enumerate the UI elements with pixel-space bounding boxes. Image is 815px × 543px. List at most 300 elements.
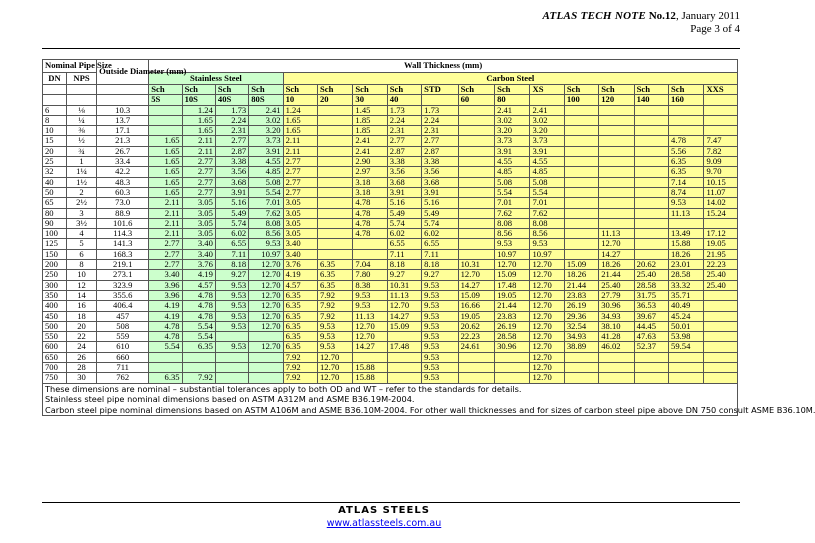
cs-thickness-cell: 2.87 bbox=[387, 146, 421, 156]
ss-thickness-cell: 2.77 bbox=[182, 177, 215, 187]
ss-thickness-cell: 1.24 bbox=[182, 105, 215, 115]
tech-note-line bbox=[542, 10, 740, 23]
cs-thickness-cell: 9.53 bbox=[422, 332, 458, 342]
cs-thickness-cell: 9.53 bbox=[422, 321, 458, 331]
cs-thickness-cell bbox=[704, 321, 738, 331]
cs-col-3-label-0: Sch bbox=[387, 85, 421, 95]
cs-thickness-cell bbox=[704, 290, 738, 300]
cs-thickness-cell: 29.36 bbox=[564, 311, 598, 321]
cs-thickness-cell: 1.85 bbox=[353, 126, 387, 136]
cs-thickness-cell: 5.54 bbox=[530, 187, 564, 197]
cs-thickness-cell bbox=[458, 208, 494, 218]
ss-thickness-cell: 2.77 bbox=[182, 167, 215, 177]
cs-thickness-cell: 1.85 bbox=[353, 115, 387, 125]
cs-thickness-cell bbox=[458, 167, 494, 177]
note-line: Stainless steel pipe nominal dimensions based on ASTM A312M and ASME B36.19M-2004. bbox=[45, 394, 415, 405]
cs-thickness-cell: 3.73 bbox=[530, 136, 564, 146]
cs-thickness-cell: 47.63 bbox=[634, 332, 668, 342]
cs-col-2-label-0: Sch bbox=[353, 85, 387, 95]
nps-cell: 2 bbox=[66, 187, 96, 197]
cs-thickness-cell: 12.70 bbox=[387, 301, 421, 311]
cs-thickness-cell bbox=[458, 198, 494, 208]
cs-thickness-cell: 2.41 bbox=[495, 105, 530, 115]
cs-thickness-cell bbox=[458, 187, 494, 197]
nps-cell: ⅜ bbox=[66, 126, 96, 136]
cs-thickness-cell: 2.41 bbox=[353, 146, 387, 156]
cs-thickness-cell: 34.93 bbox=[564, 332, 598, 342]
cs-thickness-cell bbox=[704, 363, 738, 373]
cs-thickness-cell: 5.49 bbox=[387, 208, 421, 218]
ss-thickness-cell bbox=[149, 363, 182, 373]
cs-thickness-cell: 11.13 bbox=[599, 229, 634, 239]
cs-thickness-cell: 1.73 bbox=[422, 105, 458, 115]
nps-cell: 10 bbox=[66, 270, 96, 280]
od-cell: 660 bbox=[97, 352, 149, 362]
cs-thickness-cell bbox=[704, 126, 738, 136]
dn-cell: 200 bbox=[43, 260, 67, 270]
ss-thickness-cell bbox=[215, 373, 248, 383]
cs-thickness-cell: 24.61 bbox=[458, 342, 494, 352]
ss-thickness-cell: 9.53 bbox=[215, 280, 248, 290]
cs-thickness-cell bbox=[634, 115, 668, 125]
od-cell: 406.4 bbox=[97, 301, 149, 311]
cs-thickness-cell bbox=[458, 249, 494, 259]
cs-col-1-label-1: 20 bbox=[317, 95, 352, 105]
cs-thickness-cell: 52.37 bbox=[634, 342, 668, 352]
footer-rule bbox=[42, 502, 740, 503]
cs-thickness-cell: 4.19 bbox=[283, 270, 317, 280]
nps-spacer bbox=[66, 85, 96, 95]
cs-thickness-cell: 25.40 bbox=[704, 280, 738, 290]
od-cell: 355.6 bbox=[97, 290, 149, 300]
ss-thickness-cell: 1.65 bbox=[182, 115, 215, 125]
nps-cell: 1½ bbox=[66, 177, 96, 187]
nps-cell: 1¼ bbox=[66, 167, 96, 177]
cs-thickness-cell bbox=[564, 115, 598, 125]
cs-thickness-cell bbox=[317, 105, 352, 115]
cs-thickness-cell: 6.35 bbox=[283, 290, 317, 300]
cs-thickness-cell: 3.05 bbox=[283, 208, 317, 218]
cs-thickness-cell: 7.92 bbox=[283, 373, 317, 383]
cs-thickness-cell: 6.55 bbox=[387, 239, 421, 249]
cs-thickness-cell: 6.02 bbox=[387, 229, 421, 239]
header-rule bbox=[42, 48, 740, 49]
cs-thickness-cell: 4.78 bbox=[353, 208, 387, 218]
cs-thickness-cell: 2.24 bbox=[387, 115, 421, 125]
cs-thickness-cell bbox=[599, 218, 634, 228]
cs-thickness-cell: 3.56 bbox=[422, 167, 458, 177]
cs-thickness-cell bbox=[564, 239, 598, 249]
cs-thickness-cell: 3.91 bbox=[495, 146, 530, 156]
ss-thickness-cell: 10.97 bbox=[249, 249, 283, 259]
cs-thickness-cell bbox=[317, 167, 352, 177]
ss-thickness-cell: 12.70 bbox=[249, 290, 283, 300]
ss-thickness-cell: 5.74 bbox=[215, 218, 248, 228]
cs-thickness-cell: 7.92 bbox=[283, 352, 317, 362]
ss-thickness-cell: 4.78 bbox=[149, 321, 182, 331]
cs-thickness-cell: 6.35 bbox=[317, 280, 352, 290]
cs-thickness-cell: 2.77 bbox=[283, 157, 317, 167]
cs-thickness-cell: 5.74 bbox=[387, 218, 421, 228]
ss-thickness-cell: 5.49 bbox=[215, 208, 248, 218]
cs-thickness-cell: 4.85 bbox=[495, 167, 530, 177]
table-row bbox=[43, 332, 738, 342]
ss-thickness-cell bbox=[149, 105, 182, 115]
cs-thickness-cell: 3.02 bbox=[495, 115, 530, 125]
od-cell: 13.7 bbox=[97, 115, 149, 125]
cs-thickness-cell: 8.18 bbox=[387, 260, 421, 270]
cs-col-9-label-0: Sch bbox=[599, 85, 634, 95]
table-row bbox=[43, 208, 738, 218]
table-row bbox=[43, 321, 738, 331]
dn-cell: 500 bbox=[43, 321, 67, 331]
cs-thickness-cell: 9.53 bbox=[422, 311, 458, 321]
cs-thickness-cell: 9.53 bbox=[422, 363, 458, 373]
cs-thickness-cell bbox=[387, 373, 421, 383]
cs-thickness-cell bbox=[458, 146, 494, 156]
dn-cell: 150 bbox=[43, 249, 67, 259]
cs-thickness-cell: 10.31 bbox=[458, 260, 494, 270]
cs-thickness-cell: 5.54 bbox=[495, 187, 530, 197]
table-row bbox=[43, 157, 738, 167]
tech-note-number: No.12 bbox=[648, 10, 676, 22]
cs-thickness-cell bbox=[387, 363, 421, 373]
cs-thickness-cell bbox=[564, 198, 598, 208]
od-cell: 21.3 bbox=[97, 136, 149, 146]
ss-thickness-cell: 12.70 bbox=[249, 301, 283, 311]
cs-thickness-cell: 14.27 bbox=[387, 311, 421, 321]
ss-thickness-cell: 12.70 bbox=[249, 342, 283, 352]
cs-thickness-cell bbox=[599, 208, 634, 218]
nps-cell: 24 bbox=[66, 342, 96, 352]
ss-thickness-cell: 3.40 bbox=[149, 270, 182, 280]
dn-cell: 400 bbox=[43, 301, 67, 311]
cs-thickness-cell: 32.54 bbox=[564, 321, 598, 331]
od-cell: 711 bbox=[97, 363, 149, 373]
cs-col-4-label-0: STD bbox=[422, 85, 458, 95]
cs-thickness-cell: 3.20 bbox=[530, 126, 564, 136]
ss-thickness-cell: 5.54 bbox=[182, 332, 215, 342]
ss-thickness-cell: 9.53 bbox=[215, 301, 248, 311]
cs-thickness-cell bbox=[353, 249, 387, 259]
cs-thickness-cell: 34.93 bbox=[599, 311, 634, 321]
cs-thickness-cell: 9.09 bbox=[704, 157, 738, 167]
cs-thickness-cell: 8.08 bbox=[530, 218, 564, 228]
ss-thickness-cell: 3.40 bbox=[182, 239, 215, 249]
table-row bbox=[43, 218, 738, 228]
od-cell: 17.1 bbox=[97, 126, 149, 136]
cs-thickness-cell: 12.70 bbox=[530, 352, 564, 362]
ss-thickness-cell bbox=[215, 352, 248, 362]
cs-thickness-cell: 6.35 bbox=[283, 342, 317, 352]
pipe-dimensions-table bbox=[42, 59, 815, 416]
cs-thickness-cell: 7.92 bbox=[317, 290, 352, 300]
page-number: Page 3 of 4 bbox=[690, 23, 740, 35]
cs-thickness-cell bbox=[634, 239, 668, 249]
cs-thickness-cell bbox=[634, 373, 668, 383]
nps-cell: 26 bbox=[66, 352, 96, 362]
cs-thickness-cell: 5.74 bbox=[422, 218, 458, 228]
cs-col-1-label-0: Sch bbox=[317, 85, 352, 95]
table-row bbox=[43, 373, 738, 383]
cs-thickness-cell: 3.91 bbox=[530, 146, 564, 156]
cs-thickness-cell bbox=[564, 105, 598, 115]
cs-thickness-cell bbox=[458, 239, 494, 249]
cs-thickness-cell: 45.24 bbox=[669, 311, 704, 321]
cs-thickness-cell: 9.53 bbox=[422, 342, 458, 352]
cs-thickness-cell: 10.15 bbox=[704, 177, 738, 187]
cs-thickness-cell bbox=[634, 177, 668, 187]
outside-diameter-label: Outside Diameter (mm) bbox=[99, 66, 187, 77]
cs-thickness-cell bbox=[353, 352, 387, 362]
ss-thickness-cell: 3.56 bbox=[215, 167, 248, 177]
cs-thickness-cell: 4.55 bbox=[530, 157, 564, 167]
cs-thickness-cell: 7.80 bbox=[353, 270, 387, 280]
ss-thickness-cell bbox=[182, 363, 215, 373]
cs-thickness-cell bbox=[317, 249, 352, 259]
cs-col-6-label-1: 80 bbox=[495, 95, 530, 105]
table-row bbox=[43, 249, 738, 259]
cs-thickness-cell bbox=[669, 363, 704, 373]
cs-thickness-cell bbox=[599, 115, 634, 125]
od-cell: 114.3 bbox=[97, 229, 149, 239]
ss-thickness-cell: 3.05 bbox=[182, 218, 215, 228]
cs-thickness-cell: 22.23 bbox=[704, 260, 738, 270]
cs-thickness-cell bbox=[317, 198, 352, 208]
nps-cell: 22 bbox=[66, 332, 96, 342]
ss-thickness-cell bbox=[215, 363, 248, 373]
ss-thickness-cell: 8.08 bbox=[249, 218, 283, 228]
cs-thickness-cell bbox=[704, 105, 738, 115]
cs-thickness-cell: 1.65 bbox=[283, 115, 317, 125]
ss-thickness-cell: 9.53 bbox=[215, 290, 248, 300]
cs-thickness-cell: 28.58 bbox=[495, 332, 530, 342]
cs-thickness-cell: 5.08 bbox=[495, 177, 530, 187]
od-cell: 168.3 bbox=[97, 249, 149, 259]
ss-thickness-cell: 4.78 bbox=[182, 290, 215, 300]
cs-thickness-cell bbox=[317, 239, 352, 249]
cs-thickness-cell: 2.11 bbox=[283, 136, 317, 146]
cs-thickness-cell: 12.70 bbox=[530, 363, 564, 373]
cs-thickness-cell bbox=[599, 105, 634, 115]
cs-thickness-cell: 6.35 bbox=[317, 260, 352, 270]
cs-thickness-cell bbox=[564, 363, 598, 373]
cs-thickness-cell: 3.38 bbox=[422, 157, 458, 167]
cs-thickness-cell bbox=[458, 177, 494, 187]
ss-col-2-label-1: 40S bbox=[215, 95, 248, 105]
cs-thickness-cell: 12.70 bbox=[530, 342, 564, 352]
cs-col-4-label-1 bbox=[422, 95, 458, 105]
cs-col-12-label-1 bbox=[704, 95, 738, 105]
ss-col-3-label-0: Sch bbox=[249, 85, 283, 95]
nps-header: NPS bbox=[66, 73, 96, 85]
ss-thickness-cell: 3.76 bbox=[182, 260, 215, 270]
ss-thickness-cell: 5.54 bbox=[249, 187, 283, 197]
ss-thickness-cell: 2.77 bbox=[182, 157, 215, 167]
cs-thickness-cell bbox=[317, 157, 352, 167]
cs-thickness-cell: 8.74 bbox=[669, 187, 704, 197]
cs-thickness-cell: 2.77 bbox=[283, 177, 317, 187]
cs-thickness-cell: 2.24 bbox=[422, 115, 458, 125]
cs-thickness-cell: 12.70 bbox=[599, 239, 634, 249]
nps-cell: 18 bbox=[66, 311, 96, 321]
dn-cell: 125 bbox=[43, 239, 67, 249]
ss-thickness-cell: 4.85 bbox=[249, 167, 283, 177]
cs-thickness-cell bbox=[669, 218, 704, 228]
cs-thickness-cell: 2.31 bbox=[422, 126, 458, 136]
dn-cell: 100 bbox=[43, 229, 67, 239]
ss-thickness-cell: 2.24 bbox=[215, 115, 248, 125]
ss-thickness-cell: 1.65 bbox=[149, 157, 182, 167]
cs-thickness-cell: 21.44 bbox=[599, 270, 634, 280]
cs-col-7-label-0: XS bbox=[530, 85, 564, 95]
cs-thickness-cell: 8.08 bbox=[495, 218, 530, 228]
cs-thickness-cell: 18.26 bbox=[599, 260, 634, 270]
dn-cell: 40 bbox=[43, 177, 67, 187]
nps-cell: ½ bbox=[66, 136, 96, 146]
cs-thickness-cell: 28.58 bbox=[634, 280, 668, 290]
ss-thickness-cell: 1.73 bbox=[215, 105, 248, 115]
ss-thickness-cell: 3.38 bbox=[215, 157, 248, 167]
table-row bbox=[43, 198, 738, 208]
nps-cell: 3 bbox=[66, 208, 96, 218]
cs-thickness-cell: 10.31 bbox=[387, 280, 421, 290]
cs-thickness-cell: 12.70 bbox=[530, 301, 564, 311]
footer-url-line bbox=[0, 518, 768, 529]
table-row bbox=[43, 260, 738, 270]
cs-thickness-cell: 27.79 bbox=[599, 290, 634, 300]
cs-col-5-label-0: Sch bbox=[458, 85, 494, 95]
cs-thickness-cell: 9.53 bbox=[495, 239, 530, 249]
ss-thickness-cell: 9.53 bbox=[215, 311, 248, 321]
ss-thickness-cell: 1.65 bbox=[149, 187, 182, 197]
cs-thickness-cell: 2.77 bbox=[283, 167, 317, 177]
cs-thickness-cell bbox=[317, 218, 352, 228]
cs-thickness-cell: 7.62 bbox=[530, 208, 564, 218]
cs-thickness-cell bbox=[458, 218, 494, 228]
cs-thickness-cell: 46.02 bbox=[599, 342, 634, 352]
cs-thickness-cell bbox=[387, 352, 421, 362]
cs-thickness-cell bbox=[458, 136, 494, 146]
ss-thickness-cell: 4.78 bbox=[149, 332, 182, 342]
page-header bbox=[542, 10, 740, 36]
ss-thickness-cell: 12.70 bbox=[249, 321, 283, 331]
cs-thickness-cell: 4.78 bbox=[669, 136, 704, 146]
table-row bbox=[43, 115, 738, 125]
cs-thickness-cell: 2.90 bbox=[353, 157, 387, 167]
cs-thickness-cell bbox=[634, 208, 668, 218]
cs-thickness-cell bbox=[564, 146, 598, 156]
cs-thickness-cell: 3.91 bbox=[387, 187, 421, 197]
cs-thickness-cell: 5.08 bbox=[530, 177, 564, 187]
cs-thickness-cell: 5.56 bbox=[669, 146, 704, 156]
cs-thickness-cell bbox=[353, 239, 387, 249]
cs-thickness-cell: 9.53 bbox=[422, 290, 458, 300]
cs-col-0-label-0: Sch bbox=[283, 85, 317, 95]
cs-thickness-cell: 35.71 bbox=[669, 290, 704, 300]
cs-thickness-cell: 9.53 bbox=[422, 280, 458, 290]
cs-thickness-cell: 3.05 bbox=[283, 198, 317, 208]
cs-thickness-cell: 3.05 bbox=[283, 218, 317, 228]
cs-thickness-cell: 18.26 bbox=[669, 249, 704, 259]
cs-thickness-cell: 9.53 bbox=[530, 239, 564, 249]
cs-thickness-cell bbox=[599, 146, 634, 156]
nps-cell: 28 bbox=[66, 363, 96, 373]
cs-thickness-cell: 16.66 bbox=[458, 301, 494, 311]
table-row bbox=[43, 363, 738, 373]
cs-thickness-cell: 3.56 bbox=[387, 167, 421, 177]
cs-thickness-cell: 15.09 bbox=[387, 321, 421, 331]
cs-thickness-cell: 19.05 bbox=[704, 239, 738, 249]
table-row bbox=[43, 136, 738, 146]
ss-thickness-cell: 2.11 bbox=[149, 208, 182, 218]
cs-thickness-cell bbox=[458, 352, 494, 362]
nps-cell: 16 bbox=[66, 301, 96, 311]
cs-thickness-cell bbox=[599, 157, 634, 167]
cs-thickness-cell: 7.04 bbox=[353, 260, 387, 270]
cs-thickness-cell: 18.26 bbox=[564, 270, 598, 280]
ss-thickness-cell: 3.05 bbox=[182, 229, 215, 239]
cs-thickness-cell: 4.78 bbox=[353, 229, 387, 239]
cs-thickness-cell: 14.27 bbox=[353, 342, 387, 352]
dn-cell: 90 bbox=[43, 218, 67, 228]
table-row bbox=[43, 270, 738, 280]
cs-thickness-cell bbox=[669, 105, 704, 115]
cs-thickness-cell: 6.35 bbox=[283, 301, 317, 311]
ss-thickness-cell: 2.87 bbox=[215, 146, 248, 156]
cs-thickness-cell: 15.88 bbox=[669, 239, 704, 249]
od-cell: 60.3 bbox=[97, 187, 149, 197]
cs-thickness-cell: 59.54 bbox=[669, 342, 704, 352]
table-row bbox=[43, 229, 738, 239]
cs-thickness-cell: 15.09 bbox=[495, 270, 530, 280]
cs-thickness-cell: 9.53 bbox=[669, 198, 704, 208]
cs-thickness-cell: 12.70 bbox=[317, 363, 352, 373]
ss-thickness-cell: 12.70 bbox=[249, 311, 283, 321]
cs-thickness-cell: 5.16 bbox=[422, 198, 458, 208]
dn-cell: 600 bbox=[43, 342, 67, 352]
ss-thickness-cell: 1.65 bbox=[182, 126, 215, 136]
cs-thickness-cell: 26.19 bbox=[495, 321, 530, 331]
ss-thickness-cell: 3.05 bbox=[182, 198, 215, 208]
od-cell: 323.9 bbox=[97, 280, 149, 290]
cs-thickness-cell: 9.53 bbox=[353, 290, 387, 300]
ss-thickness-cell bbox=[182, 352, 215, 362]
table-row bbox=[43, 290, 738, 300]
cs-thickness-cell: 7.11 bbox=[387, 249, 421, 259]
nps-cell: 4 bbox=[66, 229, 96, 239]
cs-thickness-cell: 1.24 bbox=[283, 105, 317, 115]
cs-thickness-cell: 9.53 bbox=[422, 373, 458, 383]
ss-thickness-cell: 4.57 bbox=[182, 280, 215, 290]
footer-url-link[interactable]: www.atlassteels.com.au bbox=[326, 518, 442, 529]
nps-cell: 3½ bbox=[66, 218, 96, 228]
dn-cell: 15 bbox=[43, 136, 67, 146]
cs-thickness-cell: 12.70 bbox=[317, 352, 352, 362]
cs-thickness-cell bbox=[317, 208, 352, 218]
carbon-steel-header: Carbon Steel bbox=[283, 73, 737, 85]
cs-thickness-cell bbox=[317, 126, 352, 136]
cs-thickness-cell bbox=[564, 126, 598, 136]
cs-thickness-cell: 11.13 bbox=[387, 290, 421, 300]
cs-thickness-cell bbox=[599, 167, 634, 177]
cs-thickness-cell: 21.44 bbox=[495, 301, 530, 311]
ss-thickness-cell: 9.27 bbox=[215, 270, 248, 280]
ss-thickness-cell: 5.08 bbox=[249, 177, 283, 187]
cs-thickness-cell: 19.05 bbox=[495, 290, 530, 300]
tech-note-title: ATLAS TECH NOTE bbox=[542, 10, 646, 22]
ss-thickness-cell bbox=[149, 126, 182, 136]
